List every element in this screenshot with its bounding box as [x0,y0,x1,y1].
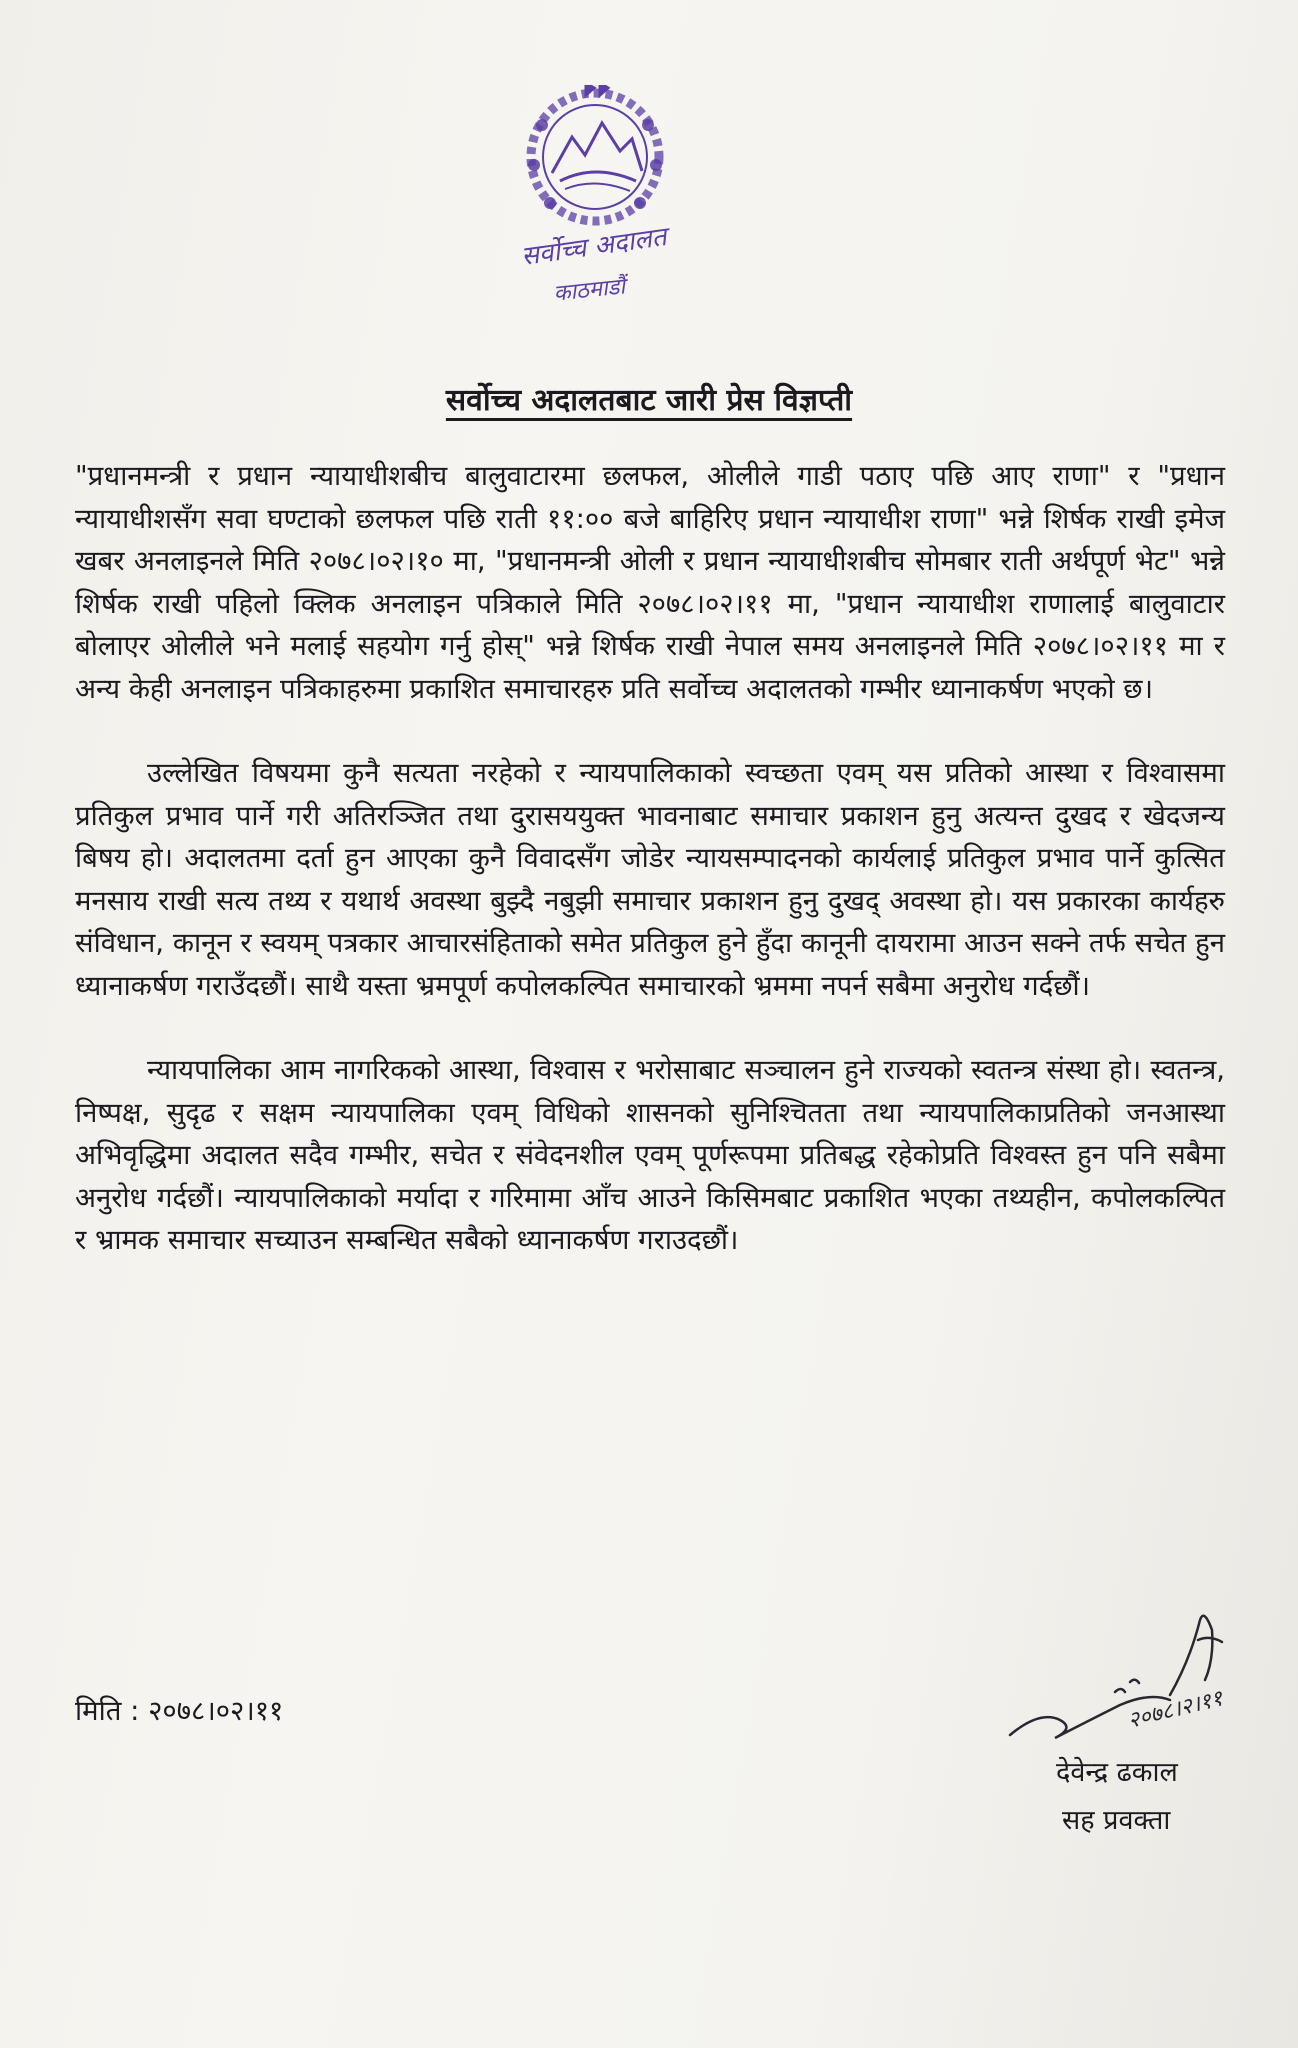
document-title [0,378,1298,419]
supreme-court-seal-icon [490,85,700,355]
signatory-title: सह प्रवक्ता [1062,1805,1171,1836]
signatory-name: देवेन्द्र ढकाल [1056,1757,1178,1788]
paragraph-2: उल्लेखित विषयमा कुनै सत्यता नरहेको र न्यायपालिकाको स्वच्छता एवम् यस प्रतिको आस्था र विश्वासमा प्रतिकुल प्रभाव पार्ने गरी अतिरञ्जित तथा दुरासययुक्त भावनाबाट समाचार प्रकाशन हुनु अत्यन्त दुखद र खेदजन्य बिषय हो। अदालतमा दर्ता हुन आएका कुनै विवादसँग जोडेर न्यायसम्पादनको कार्यलाई प्रतिकुल प्रभाव पार्ने कुत्सित मनसाय राखी सत्य तथ्य र यथार्थ अवस्था बुझ्दै नबुझी समाचार प्रकाशन हुनु दुखद् अवस्था हो। यस प्रकारका कार्यहरु संविधान, कानून र स्वयम् पत्रकार आचारसंहिताको समेत प्रतिकुल हुने हुँदा कानूनी दायरामा आउन सक्ने तर्फ सचेत हुन ध्यानाकर्षण गराउँदछौं। साथै यस्ता भ्रमपूर्ण कपोलकल्पित समाचारको भ्रममा नपर्न सबैमा अनुरोध गर्दछौं। [75,757,1225,1002]
paragraph-1: "प्रधानमन्त्री र प्रधान न्यायाधीशबीच बालुवाटारमा छलफल, ओलीले गाडी पठाए पछि आए राणा" र "प्रधान न्यायाधीशसँग सवा घण्टाको छलफल पछि राती ११:०० बजे बाहिरिए प्रधान न्यायाधीश राणा" भन्ने शिर्षक राखी इमेज खबर अनलाइनले मिति २०७८।०२।१० मा, "प्रधानमन्त्री ओली र प्रधान न्यायाधीशबीच सोमबार राती अर्थपूर्ण भेट" भन्ने शिर्षक राखी पहिलो क्लिक अनलाइन पत्रिकाले मिति २०७८।०२।११ मा, "प्रधान न्यायाधीश राणालाई बालुवाटार बोलाएर ओलीले भने मलाई सहयोग गर्नु होस्" भन्ने शिर्षक राखी नेपाल समय अनलाइनले मिति २०७८।०२।११ मा र अन्य केही अनलाइन पत्रिकाहरुमा प्रकाशित समाचारहरु प्रति सर्वोच्च अदालतको गम्भीर ध्यानाकर्षण भएको छ। [75,460,1225,705]
issue-date: मिति : २०७८।०२।११ [75,1695,284,1727]
document-body [75,455,1225,1304]
seal-text-line2: काठमाडौं [552,274,627,307]
document-title-text: सर्वोच्च अदालतबाट जारी प्रेस विज्ञप्ती [445,383,853,418]
handwritten-signature-icon [1000,1600,1270,1755]
signature-date: २०७८।२।११ [1125,1686,1226,1734]
paragraph-3: न्यायपालिका आम नागरिकको आस्था, विश्वास र भरोसाबाट सञ्चालन हुने राज्यको स्वतन्त्र संस्था हो। स्वतन्त्र, निष्पक्ष, सुदृढ र सक्षम न्यायपालिका एवम् विधिको शासनको सुनिश्चितता तथा न्यायपालिकाप्रतिको जनआस्था अभिवृद्धिमा अदालत सदैव गम्भीर, सचेत र संवेदनशील एवम् पूर्णरूपमा प्रतिबद्ध रहेकोप्रति विश्वस्त हुन पनि सबैमा अनुरोध गर्दछौं। न्यायपालिकाको मर्यादा र गरिमामा आँच आउने किसिमबाट प्रकाशित भएका तथ्यहीन, कपोलकल्पित र भ्रामक समाचार सच्याउन सम्बन्धित सबैको ध्यानाकर्षण गराउदछौं। [75,1054,1225,1256]
seal-text-line1: सर्वोच्च अदालत [519,222,669,273]
